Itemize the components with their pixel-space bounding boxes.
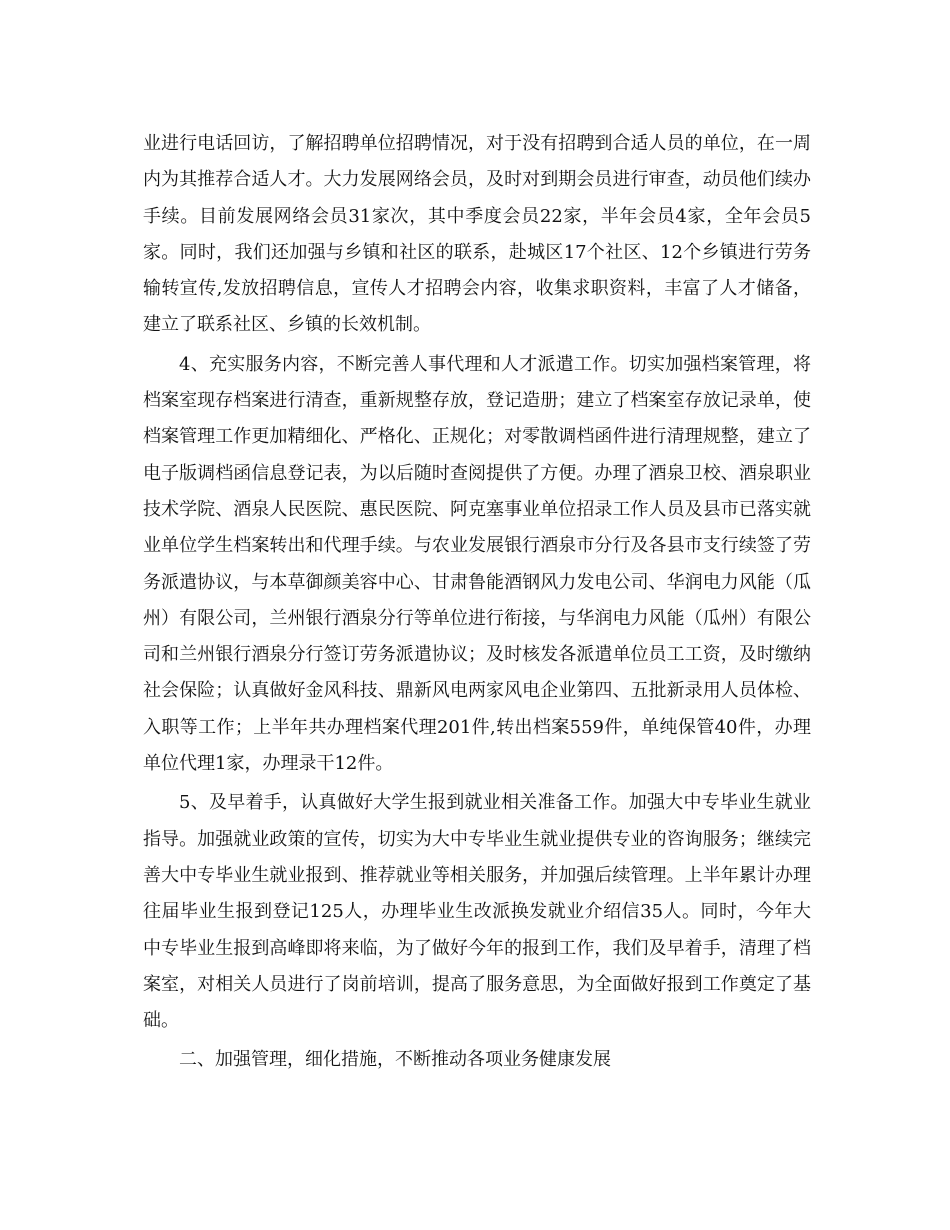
paragraph-personnel-agency: 4、充实服务内容，不断完善人事代理和人才派遣工作。切实加强档案管理，将档案室现存档案进行清查，重新规整存放，登记造册；建立了档案室存放记录单，使档案管理工作更加精细化、严格化、正规化；对零散调档函件进行清理规整，建立了电子版调档函信息登记表，为以后随时查阅提供了方便。办理了酒泉卫校、酒泉职业技术学院、酒泉人民医院、惠民医院、阿克塞事业单位招录工作人员及县市已落实就业单位学生档案转出和代理手续。与农业发展银行酒泉市分行及各县市支行续签了劳务派遣协议，与本草御颜美容中心、甘肃鲁能酒钢风力发电公司、华润电力风能（瓜州）有限公司，兰州银行酒泉分行等单位进行衔接，与华润电力风能（瓜州）有限公司和兰州银行酒泉分行签订劳务派遣协议；及时核发各派遣单位员工工资，及时缴纳社会保险；认真做好金风科技、鼎新风电两家风电企业第四、五批新录用人员体检、入职等工作；上半年共办理档案代理201件,转出档案559件，单纯保管40件，办理单位代理1家，办理录干12件。 (143, 353, 811, 775)
section-heading-management: 二、加强管理，细化措施，不断推动各项业务健康发展 (179, 1049, 611, 1071)
paragraph-continuation: 业进行电话回访，了解招聘单位招聘情况，对于没有招聘到合适人员的单位，在一周内为其推荐合适人才。大力发展网络会员，及时对到期会员进行审查，动员他们续办手续。目前发展网络会员31家次，其中季度会员22家，半年会员4家，全年会员5家。同时，我们还加强与乡镇和社区的联系，赴城区17个社区、12个乡镇进行劳务输转宣传,发放招聘信息，宣传人才招聘会内容，收集求职资料，丰富了人才储备，建立了联系社区、乡镇的长效机制。 (143, 133, 811, 336)
paragraph-graduate-registration: 5、及早着手，认真做好大学生报到就业相关准备工作。加强大中专毕业生就业指导。加强就业政策的宣传，切实为大中专毕业生就业提供专业的咨询服务；继续完善大中专毕业生就业报到、推荐就业等相关服务，并加强后续管理。上半年累计办理往届毕业生报到登记125人，办理毕业生改派换发就业介绍信35人。同时，今年大中专毕业生报到高峰即将来临，为了做好今年的报到工作，我们及早着手，清理了档案室，对相关人员进行了岗前培训，提高了服务意思，为全面做好报到工作奠定了基础。 (143, 792, 811, 1032)
document-body (143, 126, 811, 1079)
